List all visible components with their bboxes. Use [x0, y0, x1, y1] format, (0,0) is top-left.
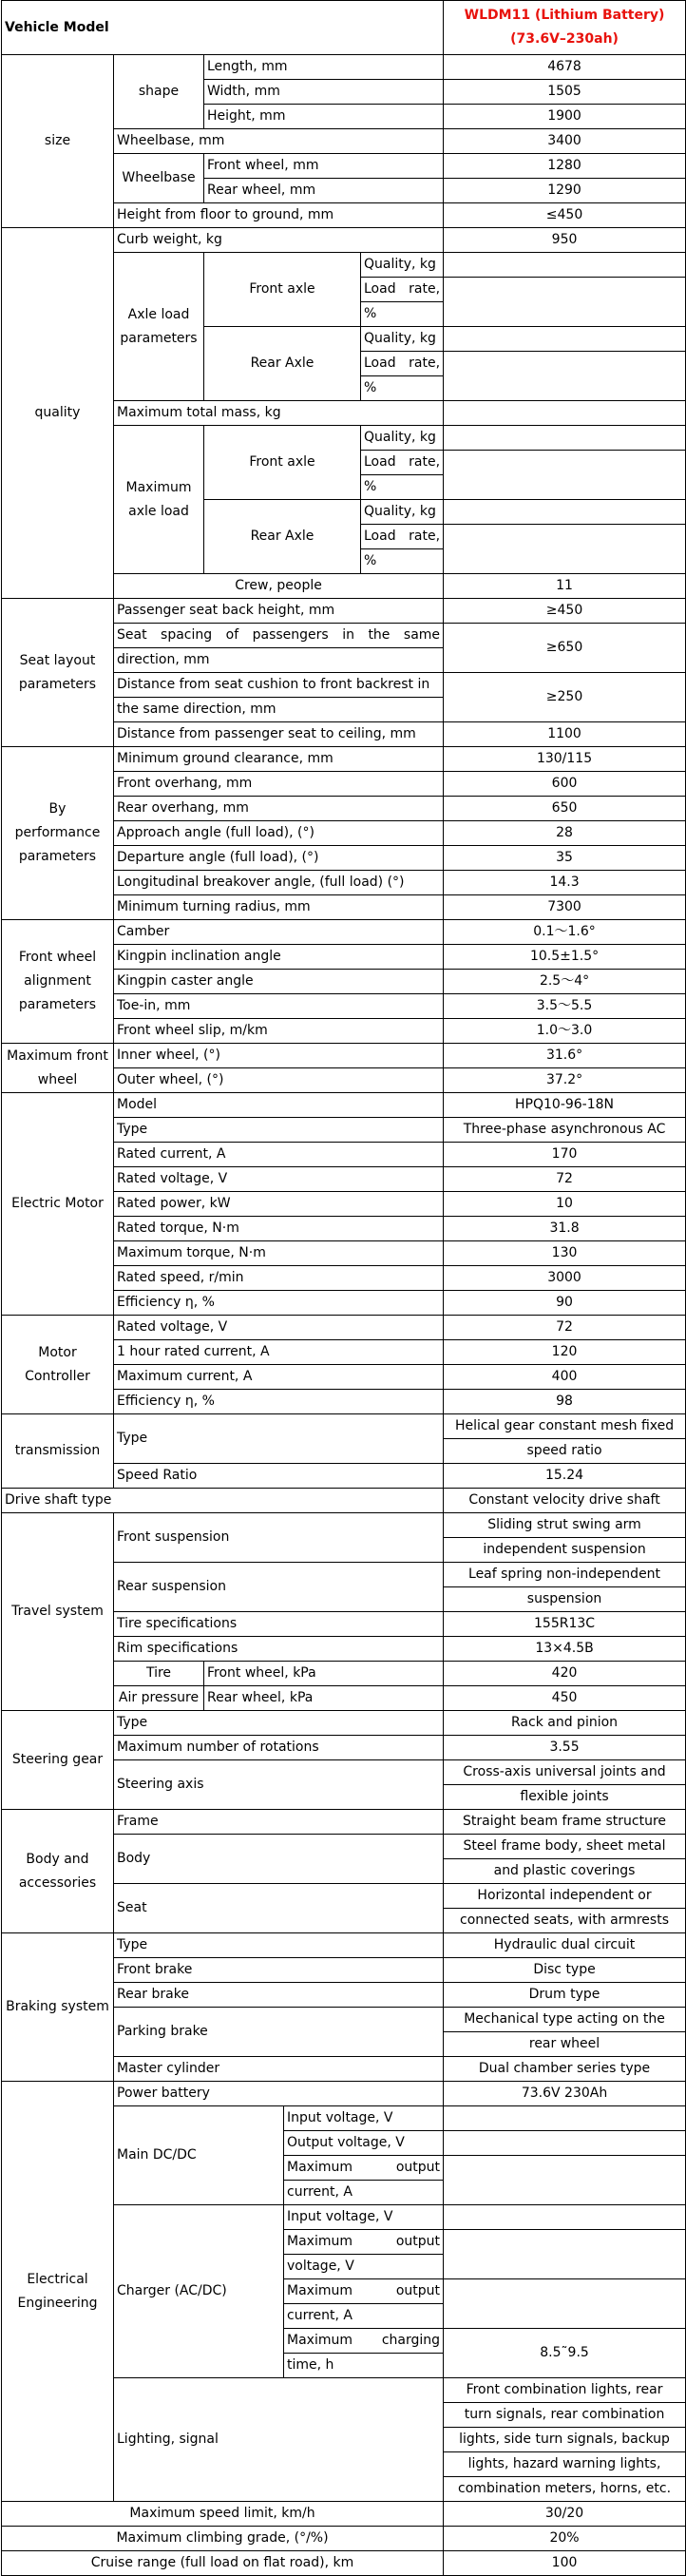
row-value — [444, 2205, 686, 2230]
row-value — [444, 253, 686, 278]
row-label: Passenger seat back height, mm — [114, 599, 444, 624]
row-value — [444, 451, 686, 500]
group-seat-layout: Seat layout parameters — [2, 599, 114, 747]
row-value: Straight beam frame structure — [444, 1810, 686, 1835]
table-row — [2, 1513, 686, 1538]
row-label-cont: time, h — [284, 2354, 444, 2378]
table-row — [2, 747, 686, 772]
row-value: Disc type — [444, 1958, 686, 1983]
row-value: 0.1～1.6° — [444, 920, 686, 945]
row-value: 72 — [444, 1167, 686, 1192]
row-value: 400 — [444, 1365, 686, 1390]
vehicle-model-label: Vehicle Model — [2, 1, 444, 55]
row-label: Rear suspension — [114, 1563, 444, 1612]
row-label: Wheelbase, mm — [114, 129, 444, 154]
row-label: Front wheel slip, m/km — [114, 1019, 444, 1044]
row-label: Front wheel, kPa — [204, 1662, 444, 1686]
row-label: Rated speed, r/min — [114, 1266, 444, 1291]
row-label: Type — [114, 1414, 444, 1464]
vehicle-model-value — [444, 1, 686, 55]
row-label-cont: the same direction, mm — [114, 698, 444, 722]
row-label: Maximum output — [284, 2230, 444, 2255]
row-value: 20% — [444, 2527, 686, 2551]
subgroup-wheelbase: Wheelbase — [114, 154, 204, 203]
group-body-accessories: Body and accessories — [2, 1810, 114, 1933]
row-value-cont: flexible joints — [444, 1785, 686, 1810]
row-value — [444, 2131, 686, 2156]
row-label: Power battery — [114, 2082, 444, 2106]
row-value: 3000 — [444, 1266, 686, 1291]
row-value: 1100 — [444, 722, 686, 747]
row-label: Front wheel, mm — [204, 154, 444, 179]
row-label: Height from floor to ground, mm — [114, 203, 444, 228]
row-value: 1280 — [444, 154, 686, 179]
row-label: Length, mm — [204, 55, 444, 80]
table-row — [2, 228, 686, 253]
row-value: 120 — [444, 1340, 686, 1365]
row-label: Output voltage, V — [284, 2131, 444, 2156]
row-value: 170 — [444, 1143, 686, 1167]
subgroup-max-axle-load: Maximum axle load — [114, 426, 204, 574]
row-value-cont: turn signals, rear combination — [444, 2403, 686, 2428]
row-label: Kingpin caster angle — [114, 970, 444, 994]
row-label: Rated voltage, V — [114, 1167, 444, 1192]
row-label: Seat spacing of passengers in the same — [114, 624, 444, 648]
table-row — [2, 920, 686, 945]
load-rate-unit: % — [361, 302, 444, 327]
load-rate-unit: % — [361, 549, 444, 574]
table-row — [2, 1316, 686, 1340]
row-value: 8.5˜9.5 — [444, 2329, 686, 2378]
row-label: Rear brake — [114, 1983, 444, 2008]
row-label: Front suspension — [114, 1513, 444, 1563]
row-value — [444, 2279, 686, 2329]
tire-label: Tire — [114, 1662, 204, 1686]
row-label: Speed Ratio — [114, 1464, 444, 1489]
row-value: 98 — [444, 1390, 686, 1414]
row-value: 73.6V 230Ah — [444, 2082, 686, 2106]
row-value: Dual chamber series type — [444, 2057, 686, 2082]
row-value — [444, 327, 686, 352]
row-label: Body — [114, 1835, 444, 1884]
header-row — [2, 1, 686, 55]
load-rate-label: Load rate, — [361, 451, 444, 475]
row-value: 3.5～5.5 — [444, 994, 686, 1019]
row-label: Master cylinder — [114, 2057, 444, 2082]
table-row — [2, 1414, 686, 1439]
row-label: Rear wheel, kPa — [204, 1686, 444, 1711]
row-label: Height, mm — [204, 105, 444, 129]
row-label: Rated torque, N·m — [114, 1217, 444, 1241]
row-value: 11 — [444, 574, 686, 599]
row-value: 650 — [444, 797, 686, 821]
row-label: Front overhang, mm — [114, 772, 444, 797]
quality-kg-label: Quality, kg — [361, 426, 444, 451]
row-label-cont: direction, mm — [114, 648, 444, 673]
row-label: Inner wheel, (°) — [114, 1044, 444, 1068]
row-value: 3400 — [444, 129, 686, 154]
table-row — [2, 55, 686, 80]
row-value: Drum type — [444, 1983, 686, 2008]
row-value: 30/20 — [444, 2502, 686, 2527]
row-value: 31.6° — [444, 1044, 686, 1068]
quality-kg-label: Quality, kg — [361, 500, 444, 525]
row-label: Distance from seat cushion to front backrest in — [114, 673, 444, 698]
row-value: 100 — [444, 2551, 686, 2576]
row-value: 13×4.5B — [444, 1637, 686, 1662]
row-label: Rated current, A — [114, 1143, 444, 1167]
row-value: Three-phase asynchronous AC — [444, 1118, 686, 1143]
row-label: Input voltage, V — [284, 2205, 444, 2230]
load-rate-label: Load rate, — [361, 352, 444, 376]
row-value: 7300 — [444, 895, 686, 920]
row-value-cont: independent suspension — [444, 1538, 686, 1563]
row-label: Maximum charging — [284, 2329, 444, 2354]
row-label: Outer wheel, (°) — [114, 1068, 444, 1093]
row-value: Steel frame body, sheet metal — [444, 1835, 686, 1859]
row-label: Maximum current, A — [114, 1365, 444, 1390]
row-value: 2.5～4° — [444, 970, 686, 994]
row-label-cont: current, A — [284, 2304, 444, 2329]
row-value: 15.24 — [444, 1464, 686, 1489]
row-value: 450 — [444, 1686, 686, 1711]
row-value — [444, 278, 686, 327]
row-label: Input voltage, V — [284, 2106, 444, 2131]
row-label: Longitudinal breakover angle, (full load) (°) — [114, 871, 444, 895]
row-label: Camber — [114, 920, 444, 945]
row-label: Steering axis — [114, 1760, 444, 1810]
vehicle-spec-table — [1, 0, 686, 2576]
row-label: Minimum turning radius, mm — [114, 895, 444, 920]
row-value: 10.5±1.5° — [444, 945, 686, 970]
load-rate-unit: % — [361, 376, 444, 401]
row-label: Departure angle (full load), (°) — [114, 846, 444, 871]
table-row — [2, 1489, 686, 1513]
air-pressure-label: Air pressure — [114, 1686, 204, 1711]
row-value-cont: suspension — [444, 1587, 686, 1612]
row-value: 1900 — [444, 105, 686, 129]
front-axle-label: Front axle — [204, 253, 361, 327]
row-label-cont: current, A — [284, 2181, 444, 2205]
row-value: 600 — [444, 772, 686, 797]
table-row — [2, 1093, 686, 1118]
row-value: Cross-axis universal joints and — [444, 1760, 686, 1785]
row-value: 4678 — [444, 55, 686, 80]
table-row — [2, 1044, 686, 1068]
row-value: ≤450 — [444, 203, 686, 228]
table-row — [2, 1711, 686, 1736]
row-label: Minimum ground clearance, mm — [114, 747, 444, 772]
row-label: Kingpin inclination angle — [114, 945, 444, 970]
row-value: 1290 — [444, 179, 686, 203]
row-value: Rack and pinion — [444, 1711, 686, 1736]
group-motor-controller: Motor Controller — [2, 1316, 114, 1414]
row-value: 3.55 — [444, 1736, 686, 1760]
front-axle-label: Front axle — [204, 426, 361, 500]
group-electrical-engineering: Electrical Engineering — [2, 2082, 114, 2502]
load-rate-unit: % — [361, 475, 444, 500]
table-row — [2, 2551, 686, 2576]
row-value-cont: rear wheel — [444, 2032, 686, 2057]
row-value-cont: speed ratio — [444, 1439, 686, 1464]
row-value: 14.3 — [444, 871, 686, 895]
row-value: 10 — [444, 1192, 686, 1217]
row-value: 28 — [444, 821, 686, 846]
group-travel-system: Travel system — [2, 1513, 114, 1711]
row-label: Maximum total mass, kg — [114, 401, 444, 426]
subgroup-main-dcdc: Main DC/DC — [114, 2106, 284, 2205]
row-value — [444, 525, 686, 574]
row-value: 130 — [444, 1241, 686, 1266]
row-label: Curb weight, kg — [114, 228, 444, 253]
row-label: Type — [114, 1118, 444, 1143]
row-label: Seat — [114, 1884, 444, 1933]
row-label: Maximum torque, N·m — [114, 1241, 444, 1266]
row-label: Lighting, signal — [114, 2378, 444, 2502]
quality-kg-label: Quality, kg — [361, 327, 444, 352]
row-value-cont: and plastic coverings — [444, 1859, 686, 1884]
rear-axle-label: Rear Axle — [204, 327, 361, 401]
row-label: Rear overhang, mm — [114, 797, 444, 821]
row-label: Maximum climbing grade, (°/%) — [2, 2527, 444, 2551]
row-value: 35 — [444, 846, 686, 871]
table-row — [2, 1810, 686, 1835]
row-label: Type — [114, 1933, 444, 1958]
table-row — [2, 2082, 686, 2106]
row-value-cont: lights, side turn signals, backup — [444, 2428, 686, 2452]
row-value-cont: lights, hazard warning lights, — [444, 2452, 686, 2477]
row-value: Leaf spring non-independent — [444, 1563, 686, 1587]
row-value: 1505 — [444, 80, 686, 105]
row-label: Maximum output — [284, 2156, 444, 2181]
row-value — [444, 2156, 686, 2205]
row-value: Front combination lights, rear — [444, 2378, 686, 2403]
row-value — [444, 2106, 686, 2131]
row-label: Efficiency η, % — [114, 1291, 444, 1316]
row-label: Frame — [114, 1810, 444, 1835]
row-label: Toe-in, mm — [114, 994, 444, 1019]
row-label: Rear wheel, mm — [204, 179, 444, 203]
row-value-cont: connected seats, with armrests — [444, 1909, 686, 1933]
group-braking-system: Braking system — [2, 1933, 114, 2082]
group-electric-motor: Electric Motor — [2, 1093, 114, 1316]
row-label: Width, mm — [204, 80, 444, 105]
group-transmission: transmission — [2, 1414, 114, 1489]
group-steering-gear: Steering gear — [2, 1711, 114, 1810]
row-value: Sliding strut swing arm — [444, 1513, 686, 1538]
table-row — [2, 1933, 686, 1958]
group-max-front-wheel: Maximum front wheel — [2, 1044, 114, 1093]
row-label: Tire specifications — [114, 1612, 444, 1637]
row-value: 1.0～3.0 — [444, 1019, 686, 1044]
row-value: Helical gear constant mesh fixed — [444, 1414, 686, 1439]
row-value — [444, 401, 686, 426]
quality-kg-label: Quality, kg — [361, 253, 444, 278]
row-label-cont: voltage, V — [284, 2255, 444, 2279]
row-value: ≥250 — [444, 673, 686, 722]
row-value — [444, 2230, 686, 2279]
row-value: 950 — [444, 228, 686, 253]
row-label: Parking brake — [114, 2008, 444, 2057]
row-label: Rated voltage, V — [114, 1316, 444, 1340]
row-label: Cruise range (full load on flat road), km — [2, 2551, 444, 2576]
row-label: Crew, people — [114, 574, 444, 599]
load-rate-label: Load rate, — [361, 278, 444, 302]
group-alignment: Front wheel alignment parameters — [2, 920, 114, 1044]
row-value: Constant velocity drive shaft — [444, 1489, 686, 1513]
rear-axle-label: Rear Axle — [204, 500, 361, 574]
row-label: Maximum number of rotations — [114, 1736, 444, 1760]
group-size: size — [2, 55, 114, 228]
table-row — [2, 2502, 686, 2527]
row-value — [444, 426, 686, 451]
row-value: ≥450 — [444, 599, 686, 624]
row-value: ≥650 — [444, 624, 686, 673]
row-label: Drive shaft type — [2, 1489, 444, 1513]
row-value: 72 — [444, 1316, 686, 1340]
row-value: 37.2° — [444, 1068, 686, 1093]
row-value: 130/115 — [444, 747, 686, 772]
row-label: 1 hour rated current, A — [114, 1340, 444, 1365]
subgroup-charger: Charger (AC/DC) — [114, 2205, 284, 2378]
row-label: Rated power, kW — [114, 1192, 444, 1217]
vehicle-model-line2: (73.6V–230ah) — [510, 31, 619, 47]
row-value: 90 — [444, 1291, 686, 1316]
table-row — [2, 599, 686, 624]
row-label: Front brake — [114, 1958, 444, 1983]
table-row — [2, 2527, 686, 2551]
row-label: Rim specifications — [114, 1637, 444, 1662]
vehicle-model-line1: WLDM11 (Lithium Battery) — [464, 8, 665, 23]
load-rate-label: Load rate, — [361, 525, 444, 549]
row-value — [444, 352, 686, 401]
subgroup-axle-load: Axle load parameters — [114, 253, 204, 401]
subgroup-shape: shape — [114, 55, 204, 129]
group-quality: quality — [2, 228, 114, 599]
row-label: Model — [114, 1093, 444, 1118]
row-value: HPQ10-96-18N — [444, 1093, 686, 1118]
row-value: Horizontal independent or — [444, 1884, 686, 1909]
row-value — [444, 500, 686, 525]
row-value: 155R13C — [444, 1612, 686, 1637]
row-value: Hydraulic dual circuit — [444, 1933, 686, 1958]
row-value-cont: combination meters, horns, etc. — [444, 2477, 686, 2502]
row-value: 31.8 — [444, 1217, 686, 1241]
group-performance: By performance parameters — [2, 747, 114, 920]
row-label: Approach angle (full load), (°) — [114, 821, 444, 846]
row-value: 420 — [444, 1662, 686, 1686]
row-label: Maximum output — [284, 2279, 444, 2304]
row-label: Efficiency η, % — [114, 1390, 444, 1414]
row-label: Type — [114, 1711, 444, 1736]
row-label: Maximum speed limit, km/h — [2, 2502, 444, 2527]
row-label: Distance from passenger seat to ceiling, mm — [114, 722, 444, 747]
row-value: Mechanical type acting on the — [444, 2008, 686, 2032]
